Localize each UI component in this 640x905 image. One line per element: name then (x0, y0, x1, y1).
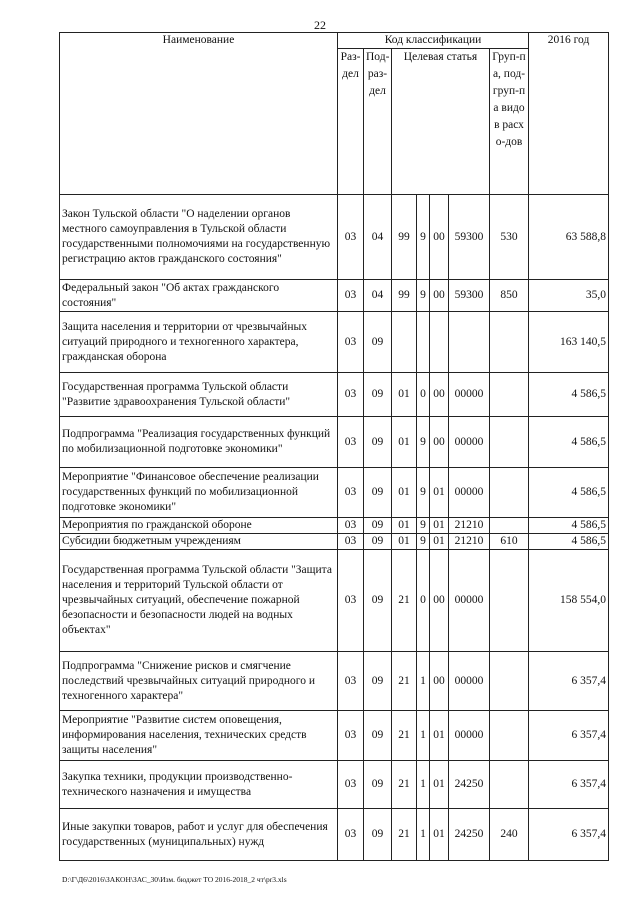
row-target-event: 01 (430, 534, 449, 550)
row-target-direction: 21210 (449, 518, 490, 534)
row-subsection: 04 (364, 195, 392, 280)
row-target-direction: 00000 (449, 373, 490, 417)
row-name: Подпрограмма "Реализация государственных функций по мобилизационной подготовке экономики" (60, 417, 338, 468)
row-expense-group (490, 550, 529, 652)
row-target-direction: 00000 (449, 550, 490, 652)
row-expense-group (490, 417, 529, 468)
row-target-direction: 00000 (449, 652, 490, 711)
row-amount: 35,0 (529, 280, 609, 312)
row-expense-group (490, 468, 529, 518)
row-subsection: 09 (364, 468, 392, 518)
row-target-subprogram: 1 (417, 761, 430, 809)
table-row (60, 312, 609, 373)
row-target-event (430, 312, 449, 373)
row-section: 03 (338, 280, 364, 312)
table-body (60, 195, 609, 861)
row-section: 03 (338, 652, 364, 711)
row-target-direction: 24250 (449, 809, 490, 861)
row-expense-group (490, 711, 529, 761)
row-target-program: 21 (392, 550, 417, 652)
row-amount: 4 586,5 (529, 417, 609, 468)
row-expense-group: 530 (490, 195, 529, 280)
row-amount: 163 140,5 (529, 312, 609, 373)
row-target-direction: 00000 (449, 468, 490, 518)
header-subsection: Под-раз-дел (364, 49, 392, 195)
row-subsection: 09 (364, 373, 392, 417)
row-target-program: 01 (392, 373, 417, 417)
row-target-event: 00 (430, 652, 449, 711)
row-subsection: 09 (364, 761, 392, 809)
row-name: Мероприятие "Финансовое обеспечение реализации государственных функций по мобилизационной подготовке экономики" (60, 468, 338, 518)
row-amount: 6 357,4 (529, 652, 609, 711)
row-target-event: 00 (430, 280, 449, 312)
row-subsection: 09 (364, 534, 392, 550)
file-path-footer: D:\Г\Д6\2016\ЗАКОН\ЗАС_30\Изм. бюджет ТО 2016-2018_2 чт\pr3.xls (62, 875, 287, 884)
row-target-event: 00 (430, 417, 449, 468)
row-subsection: 09 (364, 809, 392, 861)
row-amount: 4 586,5 (529, 468, 609, 518)
page-number: 22 (314, 18, 326, 32)
row-target-program: 99 (392, 195, 417, 280)
table-row (60, 373, 609, 417)
row-target-event: 01 (430, 468, 449, 518)
row-target-program: 21 (392, 711, 417, 761)
row-amount: 158 554,0 (529, 550, 609, 652)
row-target-event: 00 (430, 373, 449, 417)
row-section: 03 (338, 534, 364, 550)
row-target-subprogram: 1 (417, 809, 430, 861)
row-target-subprogram: 0 (417, 550, 430, 652)
row-expense-group (490, 312, 529, 373)
row-amount: 4 586,5 (529, 518, 609, 534)
row-target-subprogram: 9 (417, 195, 430, 280)
row-section: 03 (338, 373, 364, 417)
row-target-program: 21 (392, 652, 417, 711)
row-name: Защита населения и территории от чрезвычайных ситуаций природного и техногенного характера, гражданская оборона (60, 312, 338, 373)
row-subsection: 09 (364, 711, 392, 761)
row-target-event: 01 (430, 711, 449, 761)
row-name: Закон Тульской области "О наделении органов местного самоуправления в Тульской области государственными полномочиями на государственную регистрацию актов гражданского состояния" (60, 195, 338, 280)
row-subsection: 09 (364, 518, 392, 534)
row-section: 03 (338, 312, 364, 373)
table-row (60, 534, 609, 550)
row-target-program: 21 (392, 809, 417, 861)
row-amount: 6 357,4 (529, 809, 609, 861)
row-subsection: 04 (364, 280, 392, 312)
row-subsection: 09 (364, 652, 392, 711)
header-year: 2016 год (529, 33, 609, 195)
row-target-program (392, 312, 417, 373)
row-expense-group: 850 (490, 280, 529, 312)
row-target-subprogram: 1 (417, 652, 430, 711)
row-subsection: 09 (364, 550, 392, 652)
row-target-event: 01 (430, 518, 449, 534)
row-section: 03 (338, 550, 364, 652)
row-expense-group: 610 (490, 534, 529, 550)
row-name: Государственная программа Тульской области "Защита населения и территорий Тульской области от чрезвычайных ситуаций, обеспечение пожарной безопасности и безопасности людей на водных объектах" (60, 550, 338, 652)
row-target-program: 21 (392, 761, 417, 809)
row-target-subprogram: 1 (417, 711, 430, 761)
row-target-direction: 24250 (449, 761, 490, 809)
row-target-event: 00 (430, 195, 449, 280)
table-header (60, 33, 609, 195)
header-code: Код классификации (338, 33, 529, 49)
row-target-subprogram: 9 (417, 280, 430, 312)
table-row (60, 195, 609, 280)
budget-table (59, 32, 609, 861)
header-group: Груп-па, под-груп-па видов расхо-дов (490, 49, 529, 195)
row-name: Федеральный закон "Об актах гражданского состояния" (60, 280, 338, 312)
row-expense-group (490, 652, 529, 711)
row-section: 03 (338, 518, 364, 534)
row-target-subprogram (417, 312, 430, 373)
row-target-direction: 00000 (449, 417, 490, 468)
row-target-program: 99 (392, 280, 417, 312)
row-target-event: 00 (430, 550, 449, 652)
row-name: Иные закупки товаров, работ и услуг для обеспечения государственных (муниципальных) нужд (60, 809, 338, 861)
row-name: Мероприятия по гражданской обороне (60, 518, 338, 534)
row-target-program: 01 (392, 417, 417, 468)
table-row (60, 518, 609, 534)
table-row (60, 468, 609, 518)
row-target-subprogram: 9 (417, 468, 430, 518)
row-amount: 6 357,4 (529, 761, 609, 809)
row-amount: 6 357,4 (529, 711, 609, 761)
row-target-event: 01 (430, 761, 449, 809)
row-section: 03 (338, 468, 364, 518)
row-target-program: 01 (392, 468, 417, 518)
row-name: Мероприятие "Развитие систем оповещения, информирования населения, технических средств защиты населения" (60, 711, 338, 761)
row-target-program: 01 (392, 518, 417, 534)
table-row (60, 809, 609, 861)
row-name: Закупка техники, продукции производственно-технического назначения и имущества (60, 761, 338, 809)
row-expense-group (490, 373, 529, 417)
row-target-direction: 59300 (449, 195, 490, 280)
row-target-event: 01 (430, 809, 449, 861)
header-name: Наименование (60, 33, 338, 195)
row-target-direction: 21210 (449, 534, 490, 550)
row-subsection: 09 (364, 312, 392, 373)
row-section: 03 (338, 195, 364, 280)
table-row (60, 417, 609, 468)
table-row (60, 280, 609, 312)
row-section: 03 (338, 711, 364, 761)
row-target-direction: 00000 (449, 711, 490, 761)
row-expense-group (490, 761, 529, 809)
row-name: Субсидии бюджетным учреждениям (60, 534, 338, 550)
header-section: Раз-дел (338, 49, 364, 195)
table-row (60, 550, 609, 652)
row-section: 03 (338, 809, 364, 861)
row-target-direction (449, 312, 490, 373)
row-subsection: 09 (364, 417, 392, 468)
row-amount: 63 588,8 (529, 195, 609, 280)
row-name: Государственная программа Тульской области "Развитие здравоохранения Тульской области" (60, 373, 338, 417)
row-expense-group (490, 518, 529, 534)
row-target-subprogram: 9 (417, 417, 430, 468)
row-section: 03 (338, 417, 364, 468)
row-target-program: 01 (392, 534, 417, 550)
row-section: 03 (338, 761, 364, 809)
row-amount: 4 586,5 (529, 373, 609, 417)
row-name: Подпрограмма "Снижение рисков и смягчение последствий чрезвычайных ситуаций природного и техногенного характера" (60, 652, 338, 711)
header-target: Целевая статья (392, 49, 490, 195)
row-expense-group: 240 (490, 809, 529, 861)
row-target-direction: 59300 (449, 280, 490, 312)
row-target-subprogram: 9 (417, 534, 430, 550)
table-row (60, 711, 609, 761)
row-target-subprogram: 0 (417, 373, 430, 417)
row-target-subprogram: 9 (417, 518, 430, 534)
table-row (60, 652, 609, 711)
table-row (60, 761, 609, 809)
row-amount: 4 586,5 (529, 534, 609, 550)
